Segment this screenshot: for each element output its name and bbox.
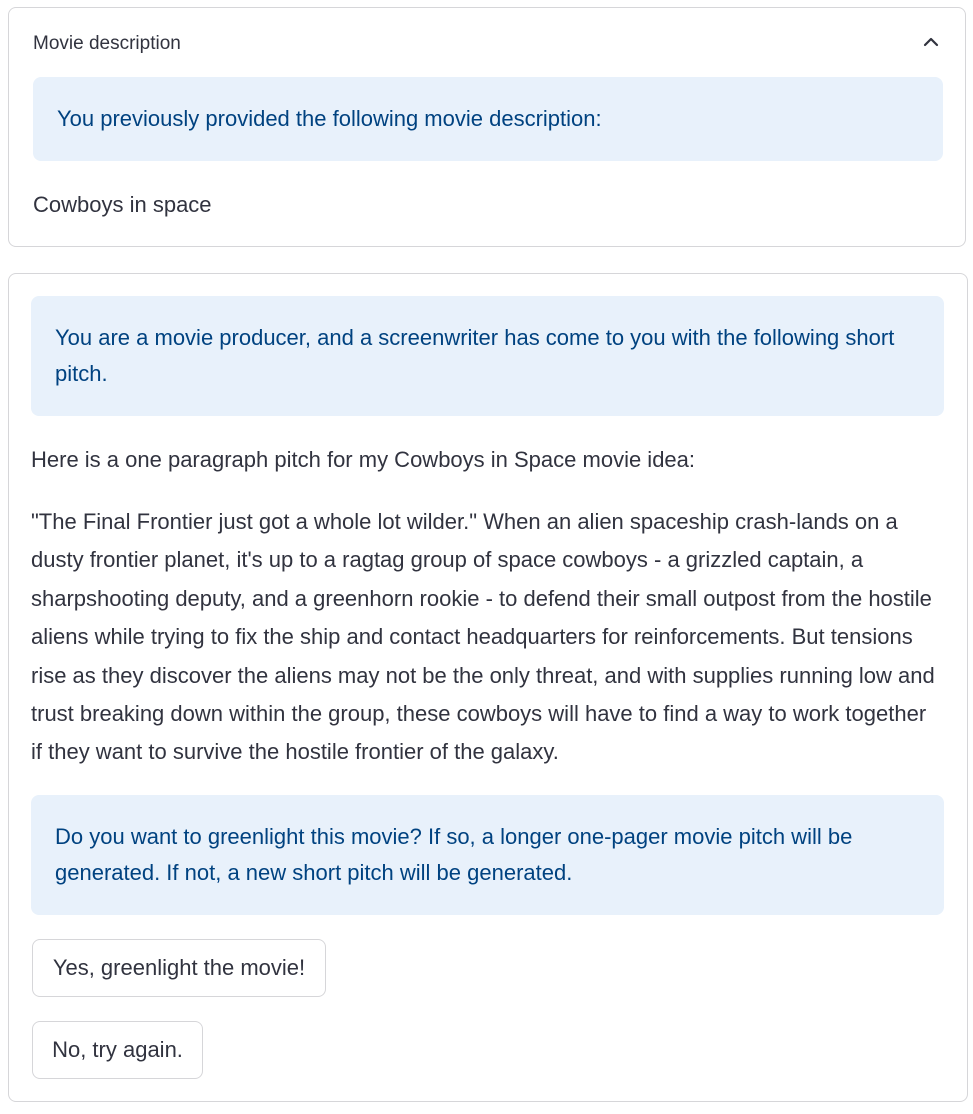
try-again-button[interactable]: No, try again. — [32, 1021, 203, 1079]
chevron-up-icon[interactable] — [921, 32, 941, 52]
greenlight-yes-button[interactable]: Yes, greenlight the movie! — [32, 939, 326, 997]
pitch-body-text: "The Final Frontier just got a whole lot wilder." When an alien spaceship crash-lands on a dusty frontier planet, it's up to a ragtag group of space cowboys - a grizzled captain, a sharpshooting deputy, and a greenhorn rookie - to defend their small outpost from the hostile aliens while trying to fix the ship and contact headquarters for reinforcements. But tensions rise as they discover the aliens may not be the only threat, and with supplies running low and trust breaking down within the group, these cowboys will have to find a way to work together if they want to survive the hostile frontier of the galaxy. — [31, 509, 935, 765]
expander-header[interactable] — [9, 8, 965, 78]
expander-title: Movie description — [33, 33, 181, 54]
pitch-intro-text: Here is a one paragraph pitch for my Cowboys in Space movie idea: — [31, 447, 696, 472]
pitch-container — [8, 273, 968, 1102]
producer-intro-info: You are a movie producer, and a screenwriter has come to you with the following short pitch. — [31, 296, 944, 416]
movie-description-expander — [8, 7, 966, 247]
previous-description-info: You previously provided the following movie description: — [33, 77, 943, 161]
movie-description-text: Cowboys in space — [33, 192, 212, 217]
greenlight-question-info: Do you want to greenlight this movie? If so, a longer one-pager movie pitch will be generated. If not, a new short pitch will be generated. — [31, 795, 944, 915]
